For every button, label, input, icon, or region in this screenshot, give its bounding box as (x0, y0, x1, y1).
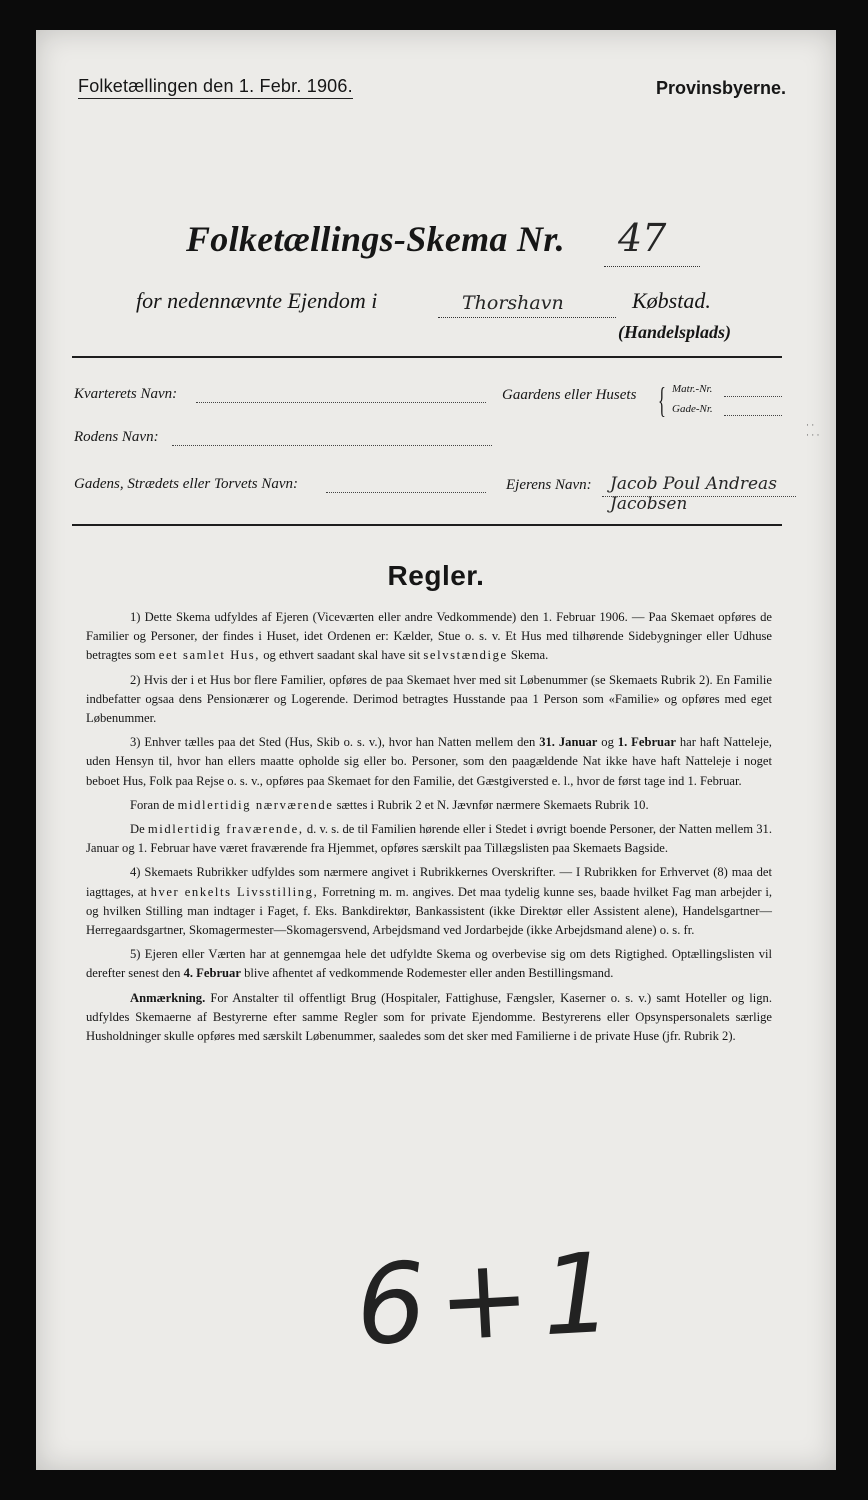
rule-3-midlertidig-naervaerende: Foran de midlertidig nærværende sættes i Rubrik 2 et N. Jævnfør nærmere Skemaets Rubrik 10. (130, 797, 649, 812)
rule-2: 2) Hvis der i et Hus bor flere Familier, opføres de paa Skemaet hver med sit Løbenummer (se Skemaets Rubrik 2). En Familie indbefatter ogsaa dens Pensionærer og Logerende. Derimod betragtes Husstande paa 1 Person som «Familie» og opføres med eget Løbenummer. (86, 672, 772, 726)
gade-navn-label: Gadens, Strædets eller Torvets Navn: (74, 476, 299, 492)
rode-label: Rodens Navn: (74, 429, 159, 445)
rode-field[interactable] (172, 445, 492, 446)
ejer-handwritten: Jacob Poul Andreas Jacobsen (610, 474, 777, 514)
ejer-field[interactable] (602, 496, 796, 497)
skema-number-handwritten: 47 (618, 216, 667, 260)
brace-symbol: { (658, 380, 666, 420)
ejer-label: Ejerens Navn: (506, 477, 592, 493)
rule-3-midlertidig-fravaerende: De midlertidig fraværende, d. v. s. de til Familien hørende eller i Stedet i øvrigt boende Personer, der Natten mellem 31. Januar og 1. Februar have været fraværende fra Hjemmet, opføres særskilt paa Tillægslisten paa Skemaets Bagside. (86, 822, 772, 856)
form-title: Folketællings-Skema Nr. (186, 219, 565, 259)
matr-field[interactable] (724, 396, 782, 397)
annotation-note: Anmærkning. For Anstalter til offentligt Brug (Hospitaler, Fattighuse, Fængsler, Kaserner o. s. v.) samt Hoteller og lign. udfyldes Skemaerne af Bestyrerne efter samme Regler som for private Ejendomme. Bestyrerens eller Opsynspersonalets særlige Husholdninger skulle opføres med særskilt Løbenummer, saaledes som det sker med Familierne i de private Huse (jfr. Rubrik 2). (86, 990, 772, 1044)
gade-nr-label: Gade-Nr. (672, 403, 713, 415)
census-form-sheet (36, 30, 836, 1470)
rules-body (86, 608, 772, 1051)
gade-navn-field[interactable] (326, 492, 486, 493)
matr-label: Matr.-Nr. (672, 383, 713, 395)
rule-3: 3) Enhver tælles paa det Sted (Hus, Skib o. s. v.), hvor han Natten mellem den 31. Januar og 1. Februar har haft Natteleje, uden Hensyn til, hvor han ellers maatte opholde sig eller bo. Personer, som den paagældende Nat ikke have haft Natteleje i noget beboet Hus, Folk paa Rejse o. s. v., opføres paa Skemaet for den Familie, det Gæstgiversted e. l., hvor de først tage ind 1. Februar. (86, 735, 772, 788)
handelsplads-label: (Handelsplads) (618, 322, 732, 342)
place-line (438, 317, 616, 318)
gaard-label: Gaardens eller Husets (502, 387, 637, 403)
kvarter-label: Kvarterets Navn: (74, 386, 178, 402)
kvarter-field[interactable] (196, 402, 486, 403)
handwritten-total: 6+1 (352, 1228, 628, 1370)
rule-4: 4) Skemaets Rubrikker udfyldes som nærmere angivet i Rubrikkernes Overskrifter. — I Rubrikken for Erhvervet (8) maa det iagttages, at hver enkelts Livsstilling, Forretning m. m. angives. Det maa tydelig kunne ses, baade hvilket Fag man arbejder i, og hvilken Stilling man indtager i Faget, f. Eks. Bankdirektør, Bankassistent (ikke Direktør eller Assistent alene), Handelsgartner—Herregaardsgartner, Skomagermester—Skomagersvend, Arbejdsmand ved Jordarbejde (ikke Arbejdsmand alene) o. s. fr. (86, 865, 773, 938)
gade-nr-field[interactable] (724, 415, 782, 416)
province-header: Provinsbyerne. (655, 78, 786, 98)
rule-1: 1) Dette Skema udfyldes af Ejeren (Viceværten eller andre Vedkommende) den 1. Februar 1906. — Paa Skemaet opføres de Familier og Personer, der findes i Huset, idet Ordenen er: Kælder, Stue o. s. v. Et Hus med tilhørende Sidebygninger eller Udhuse betragtes som eet samlet Hus, og ethvert saadant skal have sit selvstændige Skema. (86, 610, 772, 663)
margin-mark: · · · · · (806, 420, 820, 440)
regler-heading: Regler. (387, 560, 485, 591)
census-date-header: Folketællingen den 1. Febr. 1906. (78, 76, 353, 99)
skema-number-line (604, 266, 700, 267)
place-handwritten: Thorshavn (462, 292, 564, 314)
kobstad-label: Købstad. (632, 288, 711, 313)
top-divider (72, 356, 782, 358)
rule-5: 5) Ejeren eller Værten har at gennemgaa hele det udfyldte Skema og overbevise sig om dets Rigtighed. Optællingslisten vil derefter senest den 4. Februar blive afhentet af vedkommende Rodemester eller anden Bestillingsmand. (86, 947, 772, 981)
for-property-text: for nedennævnte Ejendom i (136, 288, 378, 313)
bottom-divider (72, 524, 782, 526)
